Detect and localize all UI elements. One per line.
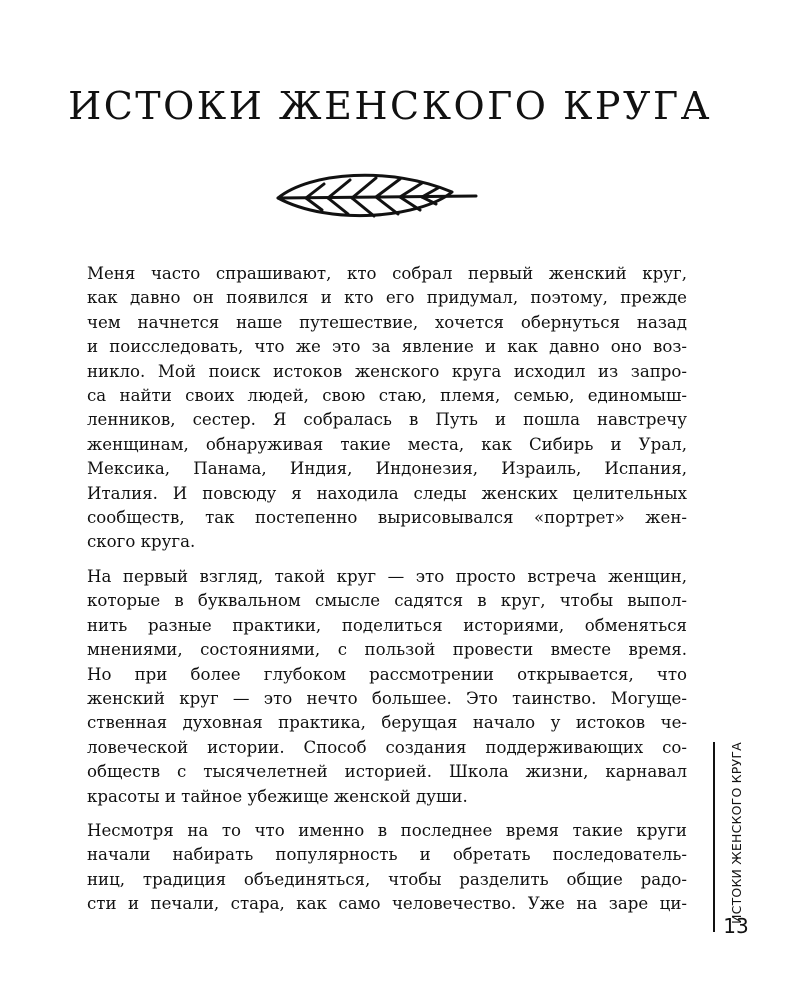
running-head-rule	[713, 742, 715, 932]
paragraph-1	[87, 262, 687, 555]
paragraph-3	[87, 819, 687, 917]
text-line: ского круга.	[87, 532, 196, 552]
text-line: На первый взгляд, такой круг — это просто встреча женщин,	[87, 566, 687, 586]
text-line: никло. Мой поиск истоков женского круга исходил из запро-	[87, 361, 687, 381]
text-line: сти и печали, стара, как само человечество. Уже на заре ци-	[87, 894, 687, 914]
text-line: са найти своих людей, свою стаю, племя, семью, единомыш-	[87, 386, 687, 406]
page-number: 13	[723, 914, 749, 938]
text-line: и поисследовать, что же это за явление и как давно оно воз-	[87, 337, 687, 357]
running-head: ИСТОКИ ЖЕНСКОГО КРУГА	[729, 742, 744, 924]
text-line: как давно он появился и кто его придумал, поэтому, прежде	[87, 288, 687, 308]
text-line: Меня часто спрашивают, кто собрал первый женский круг,	[87, 264, 687, 283]
text-line: ловеческой истории. Способ создания поддерживающих со-	[87, 737, 687, 757]
paragraph-2	[87, 565, 687, 809]
text-line: обществ с тысячелетней историей. Школа жизни, карнавал	[87, 762, 687, 782]
text-line: которые в буквальном смысле садятся в круг, чтобы выпол-	[87, 591, 687, 611]
text-line: Несмотря на то что именно в последнее время такие круги	[87, 820, 687, 840]
text-line: нить разные практики, поделиться историями, обменяться	[87, 615, 687, 635]
text-line: сообществ, так постепенно вырисовывался «портрет» жен-	[87, 508, 687, 528]
chapter-title: ИСТОКИ ЖЕНСКОГО КРУГА	[68, 84, 712, 128]
text-line: красоты и тайное убежище женской души.	[87, 786, 468, 806]
text-line: чем начнется наше путешествие, хочется обернуться назад	[87, 312, 687, 332]
text-line: Италия. И повсюду я находила следы женских целительных	[87, 483, 687, 503]
text-line: женщинам, обнаруживая такие места, как Сибирь и Урал,	[87, 434, 687, 454]
text-line: начали набирать популярность и обретать последователь-	[87, 845, 687, 865]
body-text	[87, 262, 687, 927]
text-line: ленников, сестер. Я собралась в Путь и пошла навстречу	[87, 410, 687, 430]
text-line: Мексика, Панама, Индия, Индонезия, Израиль, Испания,	[87, 459, 687, 479]
text-line: женский круг — это нечто большее. Это таинство. Могуще-	[87, 688, 687, 708]
text-line: ственная духовная практика, берущая начало у истоков че-	[87, 713, 687, 733]
text-line: Но при более глубоком рассмотрении открывается, что	[87, 664, 687, 684]
leaf-icon	[270, 168, 478, 228]
text-line: мнениями, состояниями, с пользой провести вместе время.	[87, 640, 687, 660]
text-line: ниц, традиция объединяться, чтобы разделить общие радо-	[87, 869, 687, 889]
